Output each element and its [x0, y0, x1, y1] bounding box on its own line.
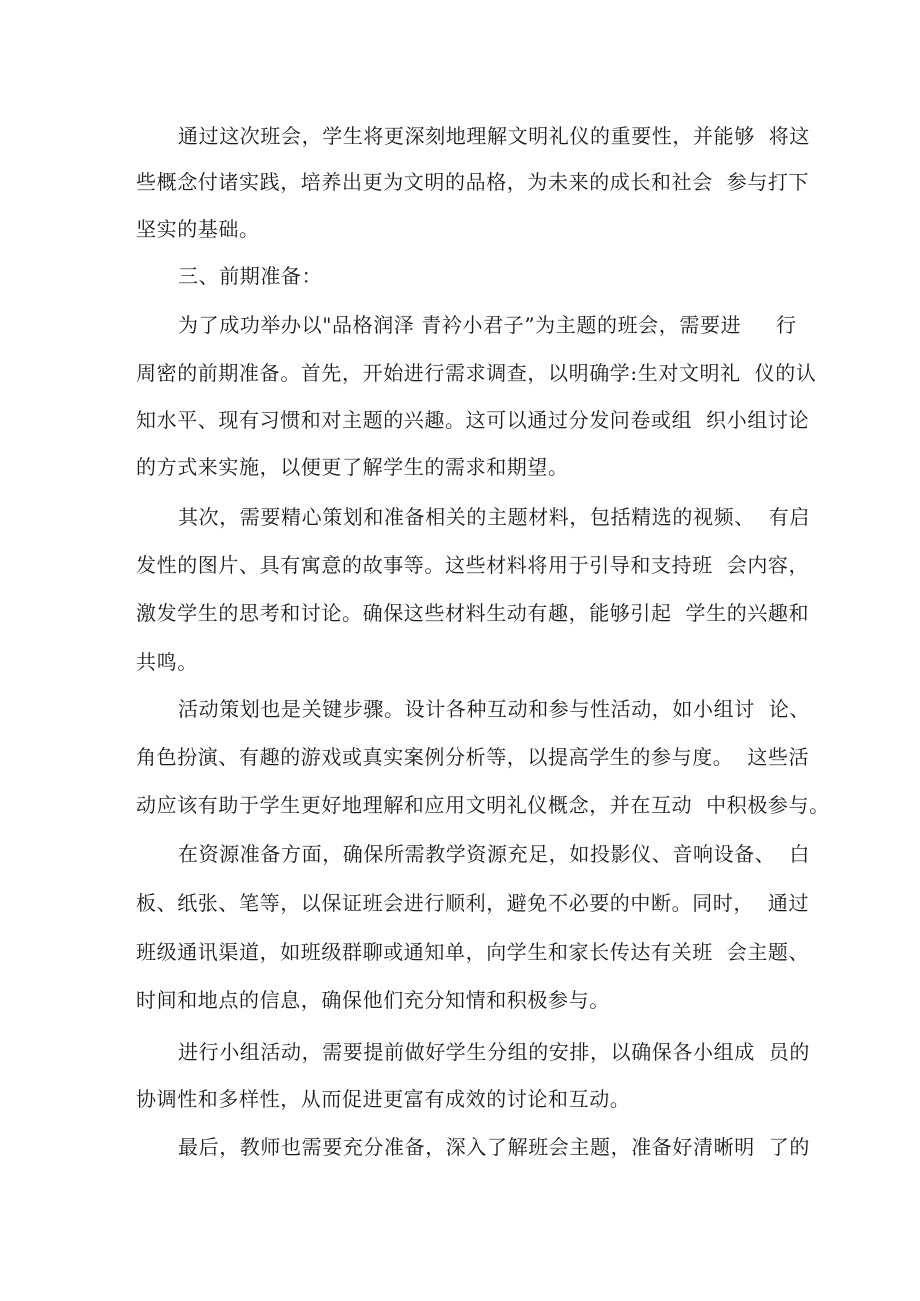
paragraph-6-line-1: 进行小组活动，需要提前做好学生分组的安排，以确保各小组成 员的: [178, 1040, 810, 1064]
paragraph-4-line-2: 角色扮演、有趣的游戏或真实案例分析等，以提高学生的参与度。 这些活: [136, 745, 810, 769]
paragraph-3-line-3: 激发学生的思考和讨论。确保这些材料生动有趣，能够引起 学生的兴趣和: [136, 601, 810, 625]
paragraph-5-line-3: 班级通讯渠道，如班级群聊或通知单，向学生和家长传达有关班 会主题、: [136, 940, 810, 964]
paragraph-6-line-2: 协调性和多样性，从而促进更富有成效的讨论和互动。: [136, 1087, 631, 1111]
paragraph-3-line-1: 其次，需要精心策划和准备相关的主题材料，包括精选的视频、 有启: [178, 505, 810, 529]
paragraph-1-line-3: 坚实的基础。: [136, 217, 260, 241]
paragraph-2-line-2: 周密的前期准备。首先，开始进行需求调查，以明确学:生对文明礼 仪的认: [136, 361, 817, 385]
paragraph-2-line-1: 为了成功举办以"品格润泽 青衿小君子”为主题的班会，需要进 行: [178, 313, 797, 337]
paragraph-1-line-2: 些概念付诸实践，培养出更为文明的品格，为未来的成长和社会 参与打下: [136, 170, 810, 194]
paragraph-2-line-4: 的方式来实施，以便更了解学生的需求和期望。: [136, 455, 569, 479]
paragraph-2-line-3: 知水平、现有习惯和对主题的兴趣。这可以通过分发问卷或组 织小组讨论: [136, 408, 810, 432]
paragraph-5-line-2: 板、纸张、笔等，以保证班会进行顺利，避免不必要的中断。同时， 通过: [136, 891, 810, 915]
paragraph-5-line-4: 时间和地点的信息，确保他们充分知情和积极参与。: [136, 988, 610, 1012]
section-heading: 三、前期准备：: [178, 264, 323, 288]
paragraph-5-line-1: 在资源准备方面，确保所需教学资源充足，如投影仪、音响设备、 白: [178, 842, 810, 866]
paragraph-4-line-1: 活动策划也是关键步骤。设计各种互动和参与性活动，如小组讨 论、: [178, 697, 810, 721]
paragraph-7-line-1: 最后，教师也需要充分准备，深入了解班会主题，准备好清晰明 了的: [178, 1135, 810, 1159]
paragraph-3-line-4: 共鸣。: [136, 650, 198, 674]
paragraph-1-line-1: 通过这次班会，学生将更深刻地理解文明礼仪的重要性，并能够 将这: [178, 124, 810, 148]
paragraph-3-line-2: 发性的图片、具有寓意的故事等。这些材料将用于引导和支持班 会内容，: [136, 553, 810, 577]
paragraph-4-line-3: 动应该有助于学生更好地理解和应用文明礼仪概念，并在互动 中积极参与。: [136, 793, 830, 817]
